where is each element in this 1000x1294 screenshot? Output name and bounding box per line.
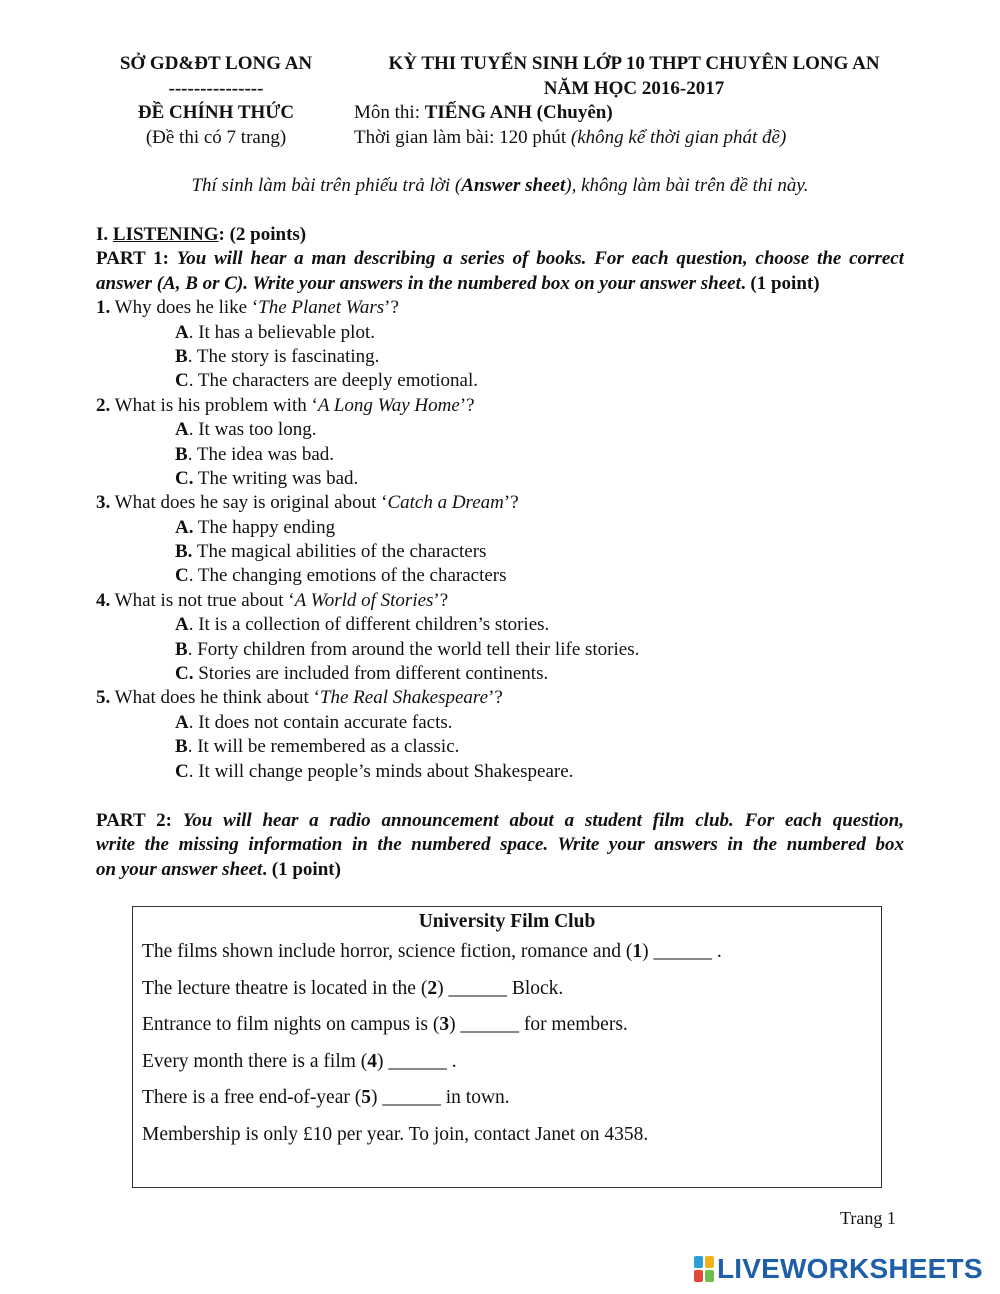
gap-fill-text: The films shown include horror, science fiction, romance and ( <box>142 941 633 962</box>
gap-fill-text: The lecture theatre is located in the ( <box>142 977 428 999</box>
part1-instructions-line2 <box>96 272 904 296</box>
option-text: Stories are included from different continents. <box>193 663 549 685</box>
option-text: . The idea was bad. <box>187 443 335 465</box>
gap-number: 1 <box>632 941 643 962</box>
page-number: Trang 1 <box>840 1208 896 1228</box>
liveworksheets-icon <box>694 1256 714 1282</box>
part1-questions <box>96 296 904 784</box>
pages-note: (Đề thi có 7 trang) <box>145 126 287 148</box>
gap-fill-text: Entrance to film nights on campus is ( <box>142 1014 440 1036</box>
part1-instructions-line1 <box>96 247 904 271</box>
answer-sheet-notice <box>0 174 1000 198</box>
gap-blank[interactable]: ) ______ . <box>642 941 722 962</box>
question-text: What does he think about ‘ <box>110 687 320 709</box>
option-text: . It was too long. <box>188 419 317 441</box>
gap-fill-line-2 <box>133 975 881 1012</box>
department-name: SỞ GD&ĐT LONG AN <box>119 53 313 74</box>
part1-instr-1: You will hear a man describing a series of books. For each question, choose the correct <box>176 248 904 270</box>
liveworksheets-brand: LIVEWORKSHEETS <box>717 1253 983 1284</box>
option-text: . It has a believable plot. <box>188 321 375 343</box>
option-text: The writing was bad. <box>193 467 359 489</box>
question-4 <box>96 589 904 613</box>
option-text: . It is a collection of different children’s stories. <box>188 614 550 636</box>
section-heading <box>96 223 904 247</box>
header-right <box>354 52 914 150</box>
option-letter: B <box>175 638 188 660</box>
option-letter: C <box>175 565 189 587</box>
option-text: The happy ending <box>193 516 336 538</box>
question-number: 4. <box>96 589 111 611</box>
option-text: . Forty children from around the world tell their life stories. <box>187 638 640 660</box>
option-text: . It will change people’s minds about Shakespeare. <box>188 760 574 782</box>
question-5-option <box>96 735 904 759</box>
option-letter: B <box>175 345 188 367</box>
subject-label: Môn thi: <box>354 102 425 123</box>
option-text: . The characters are deeply emotional. <box>188 370 478 392</box>
question-number: 1. <box>96 297 111 319</box>
question-text: What does he say is original about ‘ <box>110 492 388 514</box>
part1-label: PART 1: <box>96 248 177 270</box>
question-2-option <box>96 418 904 442</box>
gap-fill-text: Every month there is a film ( <box>142 1050 368 1072</box>
question-end: ’? <box>459 394 475 416</box>
header-divider: --------------- <box>168 77 264 99</box>
book-title: A Long Way Home <box>317 394 460 416</box>
time-line <box>354 126 914 151</box>
part1-instr-2: answer (A, B or C). Write your answers in the numbered box on your answer sheet <box>96 272 741 294</box>
book-title: Catch a Dream <box>387 492 504 514</box>
box-title: University Film Club <box>418 911 596 932</box>
option-letter: A <box>175 614 189 636</box>
box-membership-line: Membership is only £10 per year. To join, contact Janet on 4358. <box>142 1123 649 1145</box>
option-letter: C <box>175 370 189 392</box>
question-4-option <box>96 662 904 686</box>
section-points: : (2 points) <box>218 224 307 245</box>
question-end: ’? <box>384 297 399 319</box>
part1-points: . (1 point) <box>740 272 820 294</box>
gap-fill-line-5 <box>133 1084 881 1121</box>
book-title: The Planet Wars <box>258 297 385 319</box>
option-letter: C. <box>175 467 194 489</box>
subject-line <box>354 101 914 126</box>
question-number: 3. <box>96 492 111 514</box>
question-text: Why does he like ‘ <box>110 297 259 319</box>
exam-title: KỲ THI TUYỂN SINH LỚP 10 THPT CHUYÊN LONG AN <box>388 53 880 74</box>
gap-number: 2 <box>427 977 438 999</box>
question-5-option <box>96 711 904 735</box>
option-text: . The story is fascinating. <box>187 345 380 367</box>
gap-blank[interactable]: ) ______ . <box>377 1050 457 1072</box>
school-year: NĂM HỌC 2016-2017 <box>543 77 725 99</box>
option-letter: A. <box>175 516 194 538</box>
question-4-option <box>96 638 904 662</box>
notice-answer-sheet: Answer sheet <box>461 175 566 196</box>
notice-text-before: Thí sinh làm bài trên phiếu trả lời ( <box>191 175 462 196</box>
question-5-option <box>96 760 904 784</box>
option-letter: B <box>175 736 188 758</box>
question-1-option <box>96 369 904 393</box>
question-number: 2. <box>96 394 111 416</box>
question-end: ’? <box>433 589 449 611</box>
option-text: . It does not contain accurate facts. <box>188 711 453 733</box>
gap-fill-line-3 <box>133 1011 881 1048</box>
question-end: ’? <box>488 687 503 709</box>
time-label: Thời gian làm bài: 120 phút <box>354 126 571 148</box>
part2-instr-2b: . Write your answers in the numbered box <box>543 834 904 856</box>
question-text: What is not true about ‘ <box>110 589 295 611</box>
book-title: A World of Stories <box>294 589 434 611</box>
question-end: ’? <box>503 492 519 514</box>
part2-points: . (1 point) <box>262 858 341 880</box>
option-text: . It will be remembered as a classic. <box>187 736 460 758</box>
gap-blank[interactable]: ) ______ Block. <box>437 977 564 999</box>
liveworksheets-logo <box>694 1254 983 1284</box>
question-number: 5. <box>96 687 111 709</box>
question-2 <box>96 394 904 418</box>
question-3-option <box>96 564 904 588</box>
gap-fill-line-1 <box>133 938 881 975</box>
gap-number: 3 <box>439 1014 450 1036</box>
section-number: I. <box>96 224 113 245</box>
question-1-option <box>96 345 904 369</box>
question-3 <box>96 491 904 515</box>
option-letter: A <box>175 321 189 343</box>
header-left <box>96 52 336 150</box>
exam-content <box>96 223 904 882</box>
question-2-option <box>96 467 904 491</box>
question-5 <box>96 686 904 710</box>
option-letter: B <box>175 443 188 465</box>
question-2-option <box>96 443 904 467</box>
option-letter: C. <box>175 663 194 685</box>
gap-fill-text: There is a free end-of-year ( <box>142 1087 362 1109</box>
part2-instr-2a: write the missing information in the numbered space <box>96 834 544 856</box>
part2-label: PART 2: <box>96 809 183 831</box>
notice-text-after: ), không làm bài trên đề thi này. <box>565 175 809 196</box>
official-label: ĐỀ CHÍNH THỨC <box>137 102 295 123</box>
gap-fill-line-4 <box>133 1048 881 1085</box>
section-name: LISTENING <box>112 224 219 245</box>
gap-number: 5 <box>361 1087 371 1109</box>
question-3-option <box>96 540 904 564</box>
part2-instructions-line3 <box>96 858 904 882</box>
option-letter: A <box>175 419 189 441</box>
part2-instructions-line1 <box>96 809 904 833</box>
subject-value: TIẾNG ANH (Chuyên) <box>424 102 613 123</box>
option-text: The magical abilities of the characters <box>192 541 487 563</box>
question-1 <box>96 296 904 320</box>
option-letter: B. <box>175 541 193 563</box>
part2-instructions-line2 <box>96 833 904 857</box>
box-lines <box>133 938 881 1121</box>
option-text: . The changing emotions of the characters <box>188 565 507 587</box>
book-title: The Real Shakespeare <box>319 687 489 709</box>
question-1-option <box>96 321 904 345</box>
part2-instr-3: on your answer sheet <box>96 858 263 880</box>
question-text: What is his problem with ‘ <box>110 394 318 416</box>
gap-blank[interactable]: ) ______ in town. <box>370 1087 510 1109</box>
film-club-box <box>132 906 882 1188</box>
option-letter: C <box>175 760 189 782</box>
gap-blank[interactable]: ) ______ for members. <box>449 1014 628 1036</box>
question-3-option <box>96 516 904 540</box>
gap-number: 4 <box>367 1050 378 1072</box>
option-letter: A <box>175 711 189 733</box>
question-4-option <box>96 613 904 637</box>
part2-instr-1: You will hear a radio announcement about a student film club. For each question, <box>182 809 904 831</box>
time-note: (không kể thời gian phát đề) <box>570 126 787 148</box>
